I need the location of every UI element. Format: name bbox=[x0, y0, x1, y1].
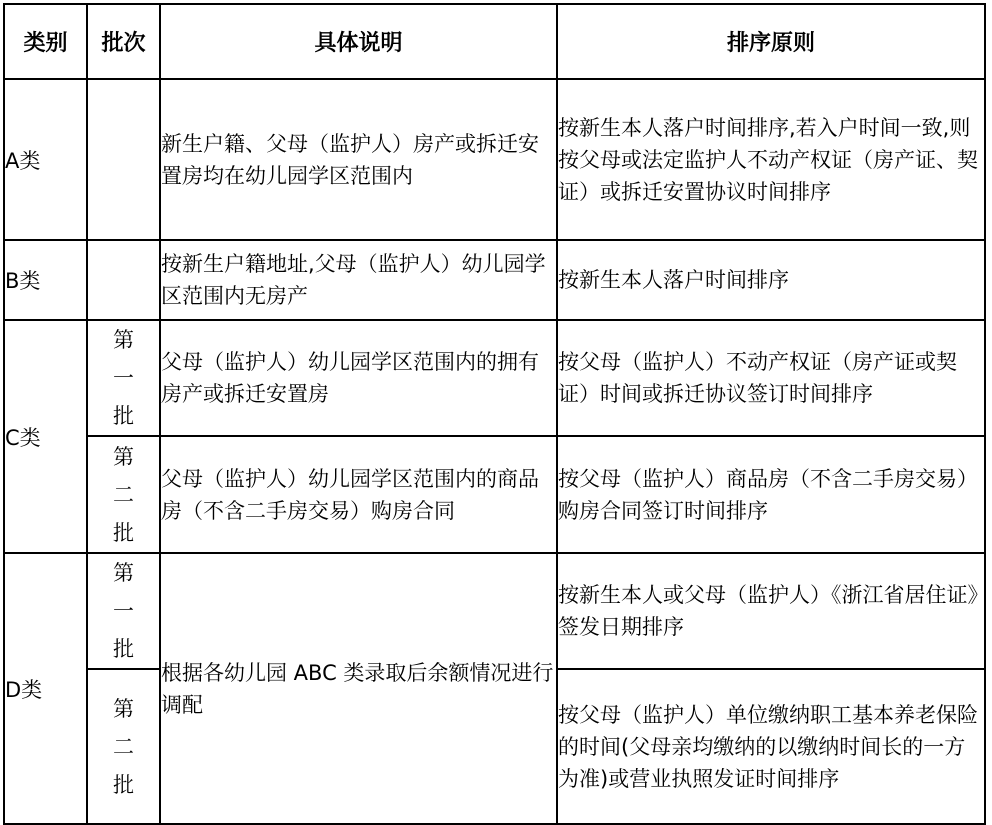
description-c2: 父母（监护人）幼儿园学区范围内的商品房（不含二手房交易）购房合同 bbox=[160, 436, 557, 553]
category-d: D类 bbox=[4, 553, 87, 824]
batch-c1-cell bbox=[87, 320, 160, 436]
batch-d2-cell bbox=[87, 669, 160, 824]
batch-c1-label: 第一批 bbox=[113, 328, 134, 428]
header-description: 具体说明 bbox=[160, 4, 557, 79]
rule-c2: 按父母（监护人）商品房（不含二手房交易）购房合同签订时间排序 bbox=[557, 436, 985, 553]
rule-c1: 按父母（监护人）不动产权证（房产证或契证）时间或拆迁协议签订时间排序 bbox=[557, 320, 985, 436]
category-b: B类 bbox=[4, 240, 87, 320]
table-row-d-batch1 bbox=[4, 553, 985, 669]
batch-c2-label: 第二批 bbox=[113, 444, 134, 545]
category-c: C类 bbox=[4, 320, 87, 553]
table-row-c-batch1 bbox=[4, 320, 985, 436]
table-row-a bbox=[4, 79, 985, 240]
batch-d2-label: 第二批 bbox=[113, 696, 134, 797]
description-a: 新生户籍、父母（监护人）房产或拆迁安置房均在幼儿园学区范围内 bbox=[160, 79, 557, 240]
rule-b: 按新生本人落户时间排序 bbox=[557, 240, 985, 320]
category-a: A类 bbox=[4, 79, 87, 240]
description-c1: 父母（监护人）幼儿园学区范围内的拥有房产或拆迁安置房 bbox=[160, 320, 557, 436]
header-rule: 排序原则 bbox=[557, 4, 985, 79]
description-b: 按新生户籍地址,父母（监护人）幼儿园学区范围内无房产 bbox=[160, 240, 557, 320]
rule-a: 按新生本人落户时间排序,若入户时间一致,则按父母或法定监护人不动产权证（房产证、契证）或拆迁安置协议时间排序 bbox=[557, 79, 985, 240]
header-category: 类别 bbox=[4, 4, 87, 79]
batch-b bbox=[87, 240, 160, 320]
batch-c2-cell bbox=[87, 436, 160, 553]
header-row bbox=[4, 4, 985, 79]
rule-d2: 按父母（监护人）单位缴纳职工基本养老保险的时间(父母亲均缴纳的以缴纳时间长的一方为准)或营业执照发证时间排序 bbox=[557, 669, 985, 824]
table-row-c-batch2 bbox=[4, 436, 985, 553]
batch-a bbox=[87, 79, 160, 240]
batch-d1-label: 第一批 bbox=[113, 561, 134, 661]
rule-d1: 按新生本人或父母（监护人）《浙江省居住证》签发日期排序 bbox=[557, 553, 985, 669]
description-d: 根据各幼儿园 ABC 类录取后余额情况进行调配 bbox=[160, 553, 557, 824]
enrollment-priority-table bbox=[3, 3, 986, 825]
table-row-b bbox=[4, 240, 985, 320]
header-batch: 批次 bbox=[87, 4, 160, 79]
batch-d1-cell bbox=[87, 553, 160, 669]
